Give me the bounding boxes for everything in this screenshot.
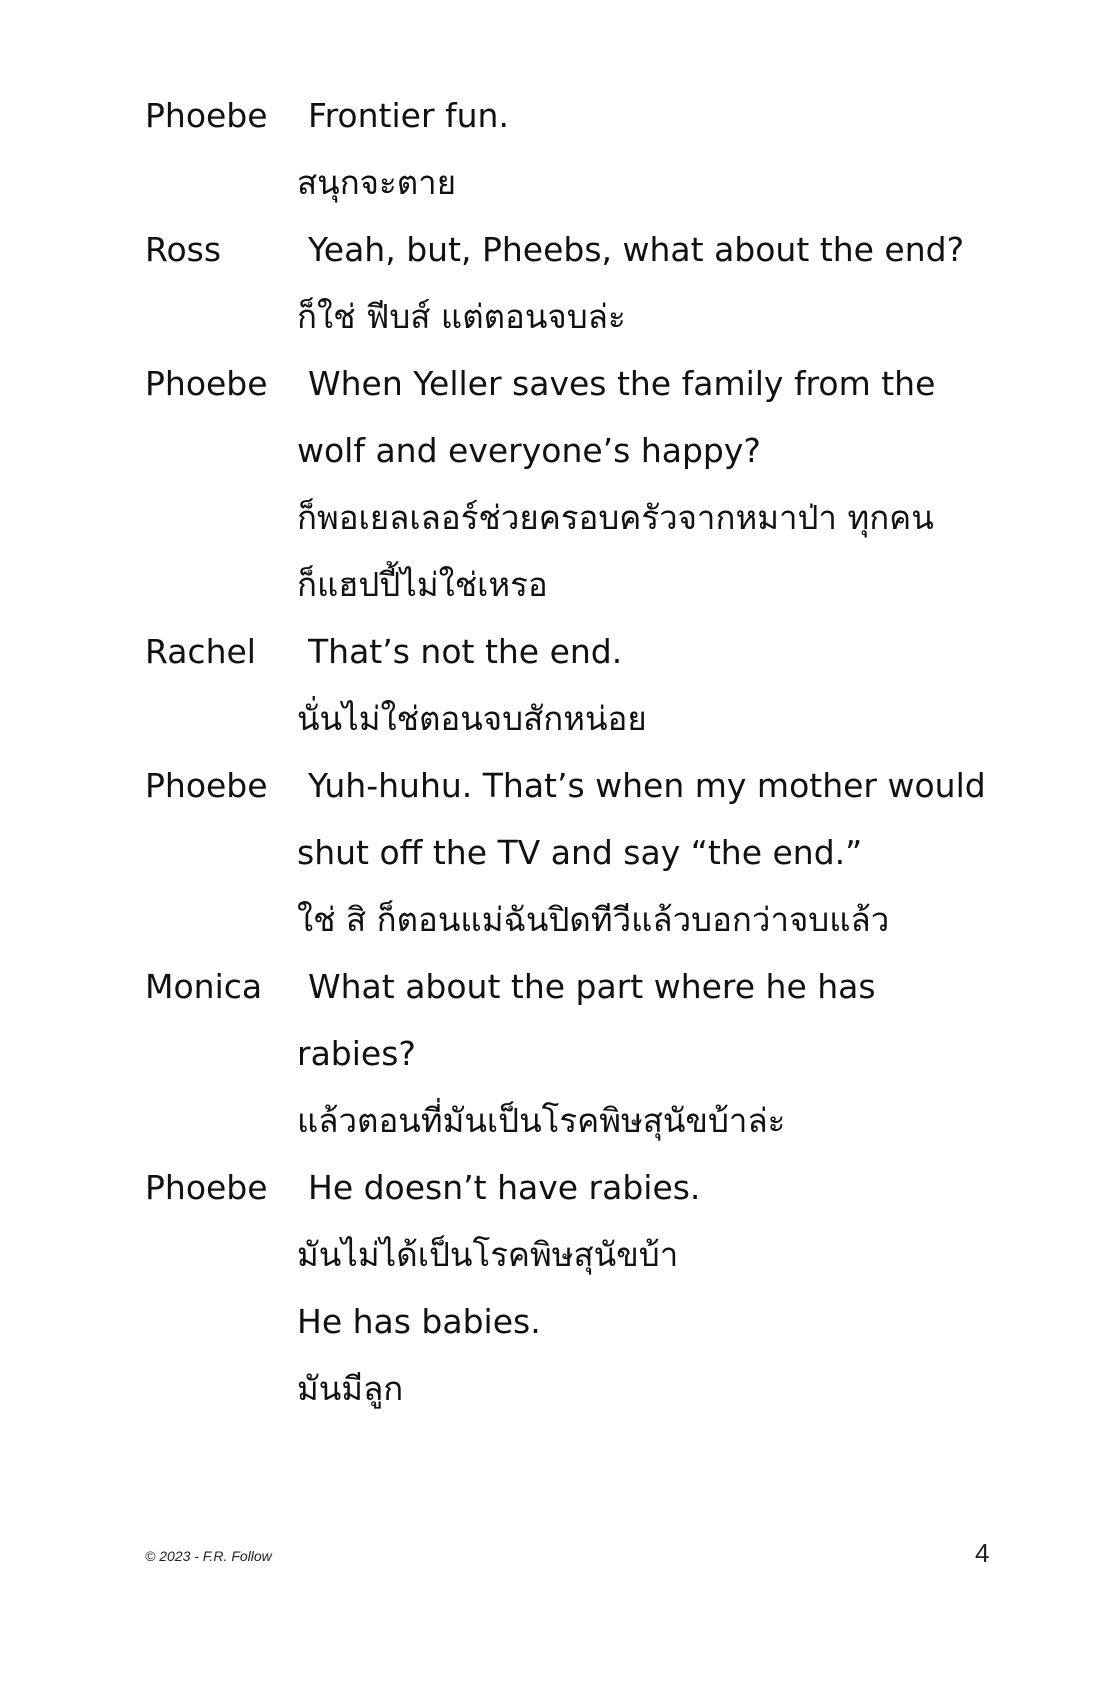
copyright-notice: © 2023 - F.R. Follow	[145, 1548, 272, 1564]
speaker-rachel: Rachel	[145, 632, 256, 671]
dialogue-line-monica-en-2: rabies?	[297, 1034, 416, 1073]
dialogue-line-rachel-en: That’s not the end.	[308, 632, 623, 671]
speaker-phoebe-4: Phoebe	[145, 1168, 268, 1207]
dialogue-line-phoebe-1-en: Frontier fun.	[308, 96, 509, 135]
dialogue-line-phoebe-3-en-2: shut off the TV and say “the end.”	[297, 833, 863, 872]
dialogue-line-phoebe-2-th-2: ก็แฮปปี้ไม่ใช่เหรอ	[297, 565, 548, 604]
dialogue-line-phoebe-4-th-2: มันมีลูก	[297, 1369, 404, 1408]
dialogue-line-phoebe-4-th-1: มันไม่ได้เป็นโรคพิษสุนัขบ้า	[297, 1235, 679, 1274]
dialogue-line-monica-th: แล้วตอนที่มันเป็นโรคพิษสุนัขบ้าล่ะ	[297, 1101, 786, 1140]
dialogue-line-rachel-th: นั่นไม่ใช่ตอนจบสักหน่อย	[297, 699, 647, 738]
dialogue-line-phoebe-3-en-1: Yuh-huhu. That’s when my mother would	[308, 766, 986, 805]
dialogue-line-phoebe-1-th: สนุกจะตาย	[297, 163, 457, 202]
dialogue-line-phoebe-2-en-1: When Yeller saves the family from the	[308, 364, 936, 403]
page-number: 4	[975, 1538, 990, 1568]
dialogue-line-ross-th: ก็ใช่ ฟีบส์ แต่ตอนจบล่ะ	[297, 297, 626, 336]
dialogue-line-phoebe-3-th: ใช่ สิ ก็ตอนแม่ฉันปิดทีวีแล้วบอกว่าจบแล้ว	[297, 900, 890, 939]
dialogue-line-phoebe-2-en-2: wolf and everyone’s happy?	[297, 431, 761, 470]
dialogue-line-phoebe-4-en-2: He has babies.	[297, 1302, 541, 1341]
speaker-ross: Ross	[145, 230, 222, 269]
dialogue-line-phoebe-4-en-1: He doesn’t have rabies.	[308, 1168, 701, 1207]
dialogue-line-ross-en: Yeah, but, Pheebs, what about the end?	[308, 230, 965, 269]
speaker-phoebe-2: Phoebe	[145, 364, 268, 403]
speaker-phoebe-3: Phoebe	[145, 766, 268, 805]
speaker-phoebe-1: Phoebe	[145, 96, 268, 135]
speaker-monica: Monica	[145, 967, 263, 1006]
dialogue-line-phoebe-2-th-1: ก็พอเยลเลอร์ช่วยครอบครัวจากหมาป่า ทุกคน	[297, 498, 934, 537]
dialogue-line-monica-en-1: What about the part where he has	[308, 967, 876, 1006]
